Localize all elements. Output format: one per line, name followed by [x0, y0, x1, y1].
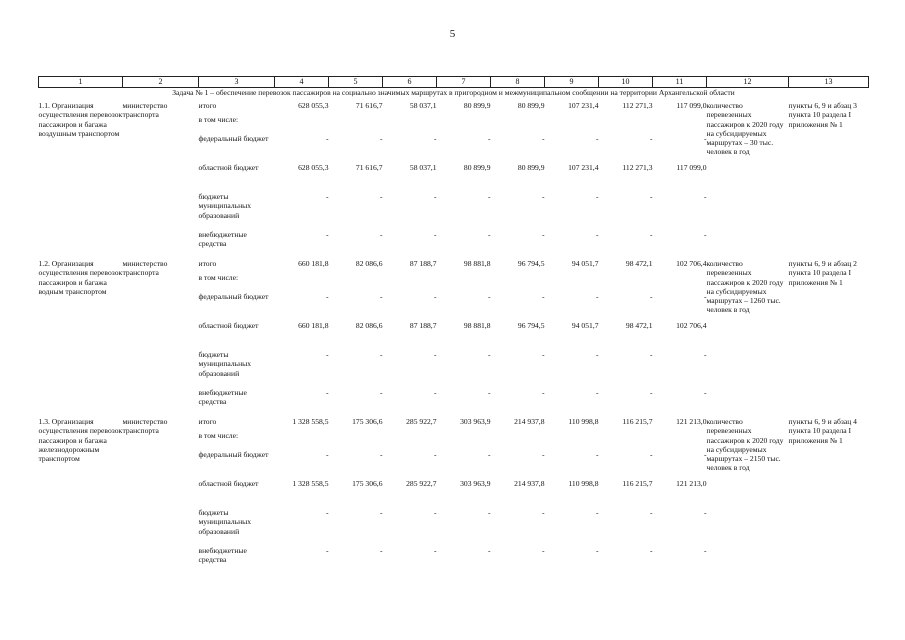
- amount-cell: 80 899,9: [517, 101, 545, 111]
- amount-cell: -: [541, 192, 545, 202]
- amount-cell: 80 899,9: [463, 101, 491, 111]
- column-number-8: 8: [491, 77, 545, 88]
- amount-cell: -: [703, 508, 707, 518]
- amount-cell: 303 963,9: [460, 479, 491, 489]
- amount-cell: [383, 431, 437, 450]
- funding-source: бюджеты муниципальных образований: [198, 508, 252, 536]
- amount-cell: [599, 115, 653, 134]
- amount-cell: -: [703, 134, 707, 144]
- funding-source: итого: [198, 417, 217, 427]
- amount-cell: -: [433, 292, 437, 302]
- amount-cell: -: [649, 192, 653, 202]
- amount-cell: [275, 115, 329, 134]
- amount-cell: -: [649, 292, 653, 302]
- amount-cell: [383, 115, 437, 134]
- amount-cell: -: [703, 230, 707, 240]
- amount-cell: -: [487, 134, 491, 144]
- amount-cell: -: [649, 388, 653, 398]
- column-number-5: 5: [329, 77, 383, 88]
- section-executor: министерство транспорта: [122, 101, 168, 120]
- amount-cell: [491, 115, 545, 134]
- funding-source: областной бюджет: [198, 479, 259, 489]
- funding-source: областной бюджет: [198, 321, 259, 331]
- amount-cell: 98 472,1: [625, 259, 653, 269]
- column-number-row: [39, 77, 869, 88]
- amount-cell: -: [541, 546, 545, 556]
- table-row: [39, 255, 869, 273]
- amount-cell: -: [595, 192, 599, 202]
- funding-source: областной бюджет: [198, 163, 259, 173]
- amount-cell: -: [703, 450, 707, 460]
- amount-cell: [599, 431, 653, 450]
- funding-source: федеральный бюджет: [198, 292, 269, 302]
- amount-cell: -: [379, 292, 383, 302]
- column-number-6: 6: [383, 77, 437, 88]
- section-name: 1.2. Организация осуществления перевозок пассажиров и багажа водным транспортом: [38, 259, 123, 296]
- amount-cell: -: [595, 388, 599, 398]
- funding-source: федеральный бюджет: [198, 450, 269, 460]
- amount-cell: 98 881,8: [463, 259, 491, 269]
- amount-cell: [599, 273, 653, 292]
- amount-cell: 71 616,7: [355, 101, 383, 111]
- amount-cell: 98 881,8: [463, 321, 491, 331]
- amount-cell: [653, 431, 707, 450]
- funding-source: внебюджетные средства: [198, 546, 247, 565]
- amount-cell: -: [703, 350, 707, 360]
- amount-cell: 116 215,7: [622, 417, 653, 427]
- section-indicator: количество перевезенных пассажиров к 2020 году на субсидируемых маршрутах – 30 тыс. человек в год: [706, 101, 784, 157]
- funding-source: итого: [198, 101, 217, 111]
- amount-cell: -: [487, 508, 491, 518]
- amount-cell: -: [595, 450, 599, 460]
- amount-cell: 1 328 558,5: [292, 417, 329, 427]
- amount-cell: 214 937,8: [514, 479, 545, 489]
- amount-cell: [437, 273, 491, 292]
- amount-cell: -: [595, 134, 599, 144]
- funding-source: бюджеты муниципальных образований: [198, 192, 252, 220]
- amount-cell: 98 472,1: [625, 321, 653, 331]
- task-title: Задача № 1 – обеспечение перевозок пассажиров на социально значимых маршрутах в пригородном и межмуниципальном сообщении на территории Архангельской области: [172, 88, 735, 97]
- amount-cell: 96 794,5: [517, 321, 545, 331]
- amount-cell: 285 922,7: [406, 479, 437, 489]
- amount-cell: -: [433, 230, 437, 240]
- amount-cell: 80 899,9: [517, 163, 545, 173]
- amount-cell: 58 037,1: [409, 163, 437, 173]
- amount-cell: -: [325, 388, 329, 398]
- amount-cell: 1 328 558,5: [292, 479, 329, 489]
- funding-source: в том числе:: [198, 115, 239, 125]
- amount-cell: [437, 431, 491, 450]
- amount-cell: -: [487, 546, 491, 556]
- amount-cell: -: [379, 134, 383, 144]
- amount-cell: 87 188,7: [409, 321, 437, 331]
- section-link: пункты 6, 9 и абзац 4 пункта 10 раздела I приложения № 1: [788, 417, 857, 445]
- amount-cell: -: [649, 546, 653, 556]
- amount-cell: [383, 273, 437, 292]
- column-number-13: 13: [789, 77, 869, 88]
- amount-cell: -: [487, 450, 491, 460]
- amount-cell: 71 616,7: [355, 163, 383, 173]
- amount-cell: -: [487, 292, 491, 302]
- amount-cell: -: [325, 134, 329, 144]
- amount-cell: -: [325, 292, 329, 302]
- amount-cell: -: [433, 192, 437, 202]
- column-number-10: 10: [599, 77, 653, 88]
- amount-cell: 175 306,6: [352, 479, 383, 489]
- amount-cell: [491, 273, 545, 292]
- funding-source: бюджеты муниципальных образований: [198, 350, 252, 378]
- amount-cell: -: [433, 546, 437, 556]
- amount-cell: -: [541, 388, 545, 398]
- amount-cell: [545, 273, 599, 292]
- amount-cell: 175 306,6: [352, 417, 383, 427]
- amount-cell: 660 181,8: [298, 321, 329, 331]
- amount-cell: 94 051,7: [571, 259, 599, 269]
- amount-cell: [329, 273, 383, 292]
- amount-cell: 112 271,3: [622, 101, 653, 111]
- amount-cell: 102 706,4: [676, 321, 707, 331]
- amount-cell: 58 037,1: [409, 101, 437, 111]
- amount-cell: -: [649, 508, 653, 518]
- amount-cell: -: [703, 192, 707, 202]
- amount-cell: -: [325, 508, 329, 518]
- amount-cell: -: [487, 192, 491, 202]
- section-link: пункты 6, 9 и абзац 3 пункта 10 раздела I приложения № 1: [788, 101, 857, 129]
- column-number-4: 4: [275, 77, 329, 88]
- amount-cell: 628 055,3: [298, 101, 329, 111]
- amount-cell: -: [379, 508, 383, 518]
- amount-cell: 96 794,5: [517, 259, 545, 269]
- amount-cell: -: [541, 508, 545, 518]
- section-name: 1.3. Организация осуществления перевозок пассажиров и багажа железнодорожным транспортом: [38, 417, 123, 464]
- amount-cell: -: [649, 350, 653, 360]
- amount-cell: 112 271,3: [622, 163, 653, 173]
- amount-cell: [545, 431, 599, 450]
- amount-cell: -: [649, 230, 653, 240]
- amount-cell: [653, 115, 707, 134]
- amount-cell: -: [595, 292, 599, 302]
- page-number: 5: [449, 28, 456, 40]
- column-number-3: 3: [199, 77, 275, 88]
- amount-cell: 660 181,8: [298, 259, 329, 269]
- amount-cell: 110 998,8: [568, 479, 599, 489]
- amount-cell: -: [325, 192, 329, 202]
- amount-cell: -: [379, 192, 383, 202]
- amount-cell: 214 937,8: [514, 417, 545, 427]
- amount-cell: 87 188,7: [409, 259, 437, 269]
- amount-cell: 121 213,0: [676, 479, 707, 489]
- amount-cell: -: [379, 230, 383, 240]
- funding-source: внебюджетные средства: [198, 388, 247, 407]
- column-number-12: 12: [707, 77, 789, 88]
- amount-cell: -: [703, 546, 707, 556]
- amount-cell: -: [649, 134, 653, 144]
- amount-cell: -: [325, 350, 329, 360]
- amount-cell: -: [595, 230, 599, 240]
- column-number-1: 1: [39, 77, 123, 88]
- amount-cell: -: [433, 388, 437, 398]
- column-number-11: 11: [653, 77, 707, 88]
- amount-cell: -: [325, 230, 329, 240]
- amount-cell: 117 099,0: [676, 163, 707, 173]
- funding-source: в том числе:: [198, 273, 239, 283]
- amount-cell: -: [379, 546, 383, 556]
- amount-cell: 628 055,3: [298, 163, 329, 173]
- amount-cell: -: [379, 450, 383, 460]
- amount-cell: -: [433, 350, 437, 360]
- funding-source: в том числе:: [198, 431, 239, 441]
- amount-cell: -: [541, 134, 545, 144]
- amount-cell: [329, 431, 383, 450]
- amount-cell: 116 215,7: [622, 479, 653, 489]
- amount-cell: 285 922,7: [406, 417, 437, 427]
- amount-cell: -: [325, 450, 329, 460]
- amount-cell: -: [541, 292, 545, 302]
- amount-cell: 303 963,9: [460, 417, 491, 427]
- funding-source: итого: [198, 259, 217, 269]
- amount-cell: -: [595, 350, 599, 360]
- table-row: [39, 97, 869, 115]
- task-row: [39, 88, 869, 98]
- amount-cell: 80 899,9: [463, 163, 491, 173]
- amount-cell: 110 998,8: [568, 417, 599, 427]
- amount-cell: [275, 273, 329, 292]
- amount-cell: -: [379, 350, 383, 360]
- amount-cell: -: [541, 450, 545, 460]
- section-name: 1.1. Организация осуществления перевозок пассажиров и багажа воздушным транспортом: [38, 101, 123, 138]
- amount-cell: [437, 115, 491, 134]
- amount-cell: 121 213,0: [676, 417, 707, 427]
- amount-cell: -: [487, 350, 491, 360]
- amount-cell: -: [595, 546, 599, 556]
- section-link: пункты 6, 9 и абзац 2 пункта 10 раздела I приложения № 1: [788, 259, 857, 287]
- amount-cell: 107 231,4: [568, 101, 599, 111]
- amount-cell: 117 099,0: [676, 101, 707, 111]
- column-number-9: 9: [545, 77, 599, 88]
- amount-cell: [545, 115, 599, 134]
- section-executor: министерство транспорта: [122, 259, 168, 278]
- amount-cell: 82 086,6: [355, 321, 383, 331]
- column-number-2: 2: [123, 77, 199, 88]
- amount-cell: -: [379, 388, 383, 398]
- amount-cell: -: [541, 350, 545, 360]
- amount-cell: 94 051,7: [571, 321, 599, 331]
- section-indicator: количество перевезенных пассажиров к 2020 году на субсидируемых маршрутах – 1260 тыс. человек в год: [706, 259, 784, 315]
- amount-cell: -: [703, 388, 707, 398]
- program-table: [38, 76, 869, 571]
- amount-cell: -: [433, 450, 437, 460]
- funding-source: федеральный бюджет: [198, 134, 269, 144]
- amount-cell: 107 231,4: [568, 163, 599, 173]
- amount-cell: 82 086,6: [355, 259, 383, 269]
- section-indicator: количество перевезенных пассажиров к 2020 году на субсидируемых маршрутах – 2150 тыс. человек в год: [706, 417, 784, 473]
- amount-cell: -: [325, 546, 329, 556]
- amount-cell: -: [703, 292, 707, 302]
- amount-cell: 102 706,4: [676, 259, 707, 269]
- amount-cell: -: [595, 508, 599, 518]
- funding-source: внебюджетные средства: [198, 230, 247, 249]
- amount-cell: [491, 431, 545, 450]
- section-executor: министерство транспорта: [122, 417, 168, 436]
- amount-cell: -: [649, 450, 653, 460]
- amount-cell: [275, 431, 329, 450]
- amount-cell: -: [487, 388, 491, 398]
- table-row: [39, 413, 869, 431]
- column-number-7: 7: [437, 77, 491, 88]
- amount-cell: -: [487, 230, 491, 240]
- amount-cell: [653, 273, 707, 292]
- amount-cell: -: [433, 508, 437, 518]
- amount-cell: [329, 115, 383, 134]
- amount-cell: -: [541, 230, 545, 240]
- amount-cell: -: [433, 134, 437, 144]
